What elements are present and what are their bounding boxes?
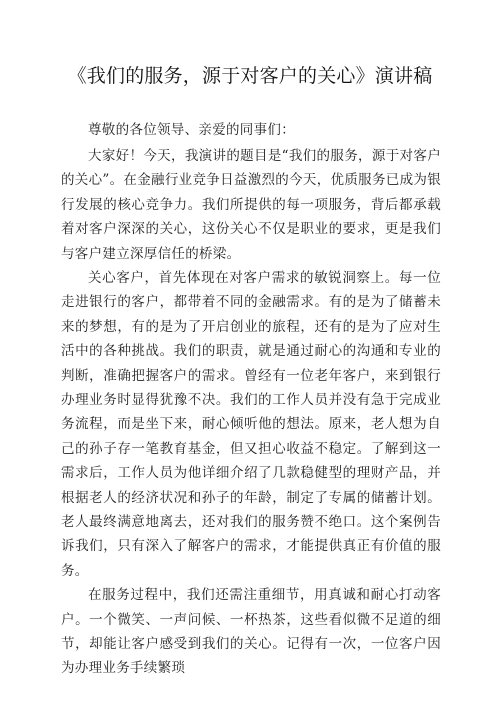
paragraph-customer-needs: 关心客户，首先体现在对客户需求的敏锐洞察上。每一位走进银行的客户，都带着不同的金融需求。有的是为了储蓄未来的梦想，有的是为了开启创业的旅程，还有的是为了应对生活中的各种挑战。我们的职责，就是通过耐心的沟通和专业的判断，准确把握客户的需求。曾经有一位老年客户，来到银行办理业务时显得犹豫不决。我们的工作人员并没有急于完成业务流程，而是坐下来，耐心倾听他的想法。原来，老人想为自己的孙子存一笔教育基金，但又担心收益不稳定。了解到这一需求后，工作人员为他详细介绍了几款稳健型的理财产品，并根据老人的经济状况和孙子的年龄，制定了专属的储蓄计划。老人最终满意地离去，还对我们的服务赞不绝口。这个案例告诉我们，只有深入了解客户的需求，才能提供真正有价值的服务。 [61, 269, 441, 579]
document-title: 《我们的服务，源于对客户的关心》演讲稿 [67, 65, 433, 87]
paragraph-intro: 大家好！今天，我演讲的题目是“我们的服务，源于对客户的关心”。在金融行业竞争日益激烈的今天，优质服务已成为银行发展的核心竞争力。我们所提供的每一项服务，背后都承载着对客户深深的关心，这份关心不仅是职业的要求，更是我们与客户建立深厚信任的桥梁。 [61, 147, 441, 262]
salutation: 尊敬的各位领导、亲爱的同事们： [88, 122, 295, 138]
paragraph-service-details: 在服务过程中，我们还需注重细节，用真诚和耐心打动客户。一个微笑、一声问候、一杯热茶，这些看似微不足道的细节，却能让客户感受到我们的关心。记得有一次，一位客户因为办理业务手续繁琐 [61, 587, 441, 677]
document-body [61, 118, 441, 681]
